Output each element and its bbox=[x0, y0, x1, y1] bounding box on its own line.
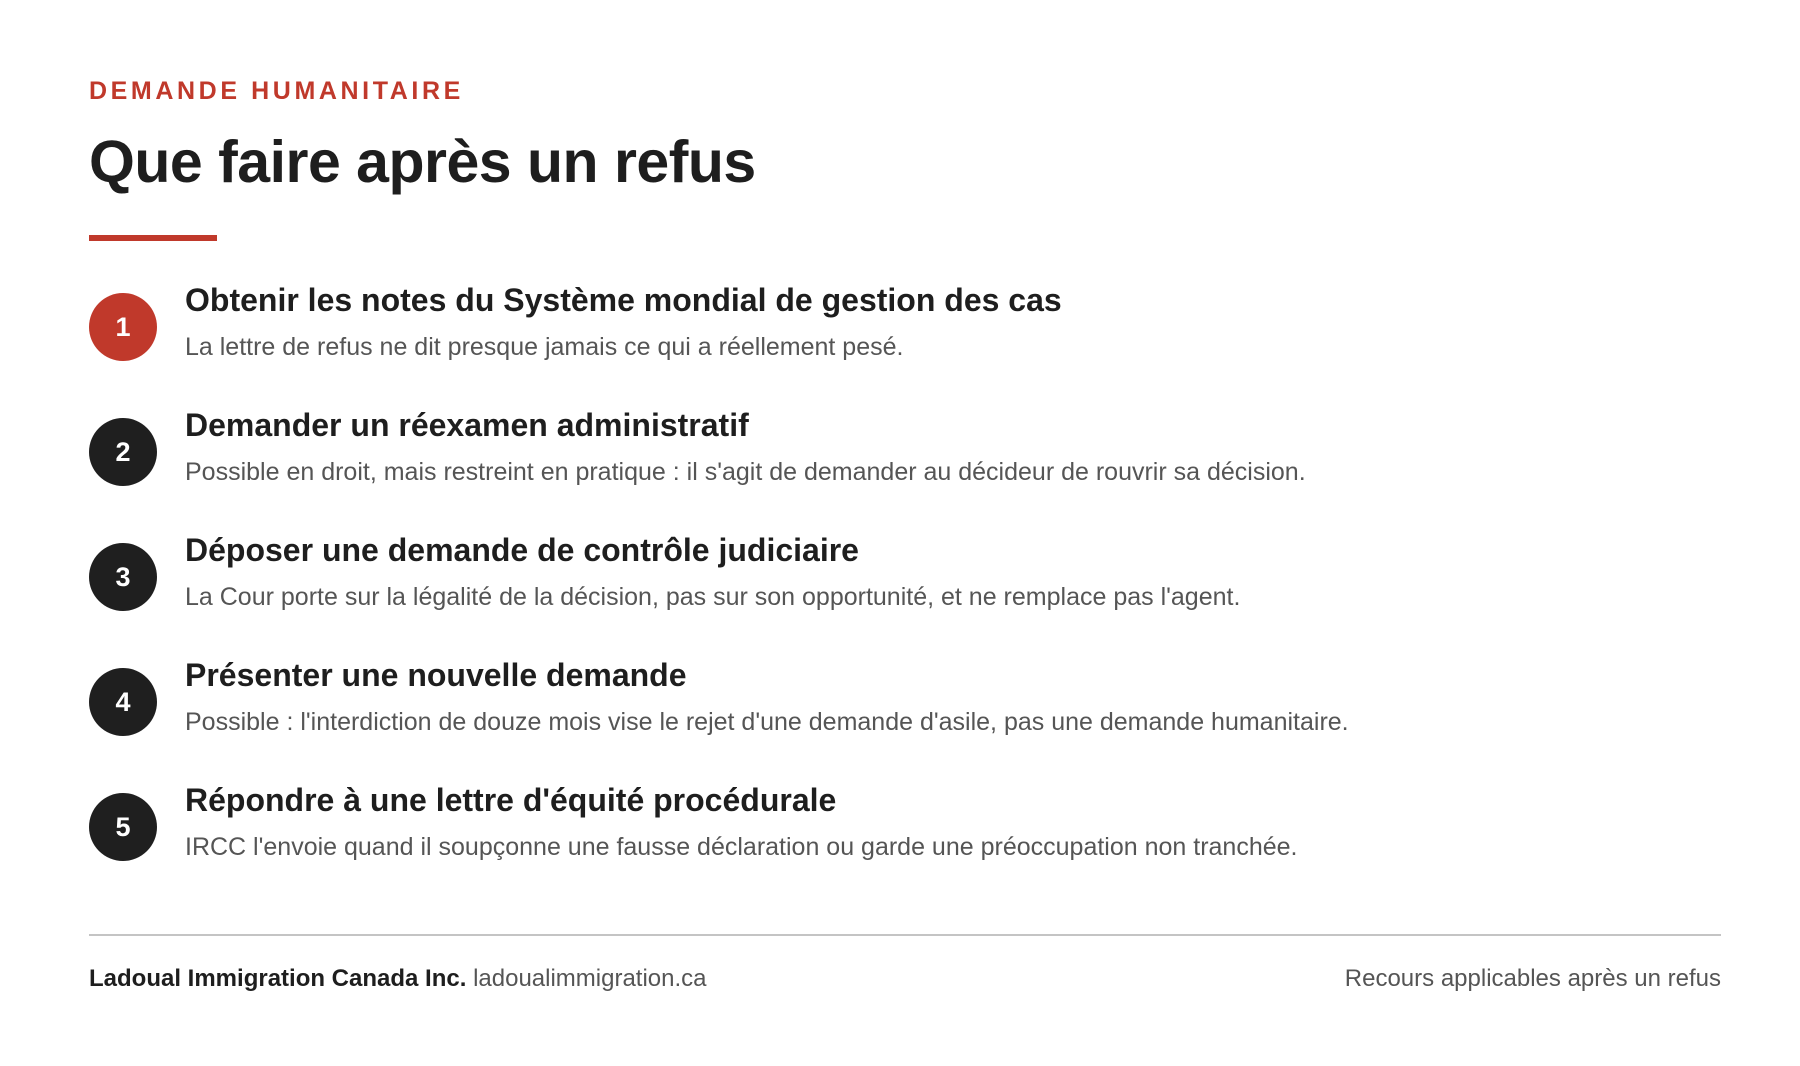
step-item-2 bbox=[89, 407, 1719, 540]
footer-divider bbox=[89, 934, 1721, 936]
step-title: Demander un réexamen administratif bbox=[185, 407, 749, 443]
company-name: Ladoual Immigration Canada Inc. bbox=[89, 965, 467, 992]
step-item-5 bbox=[89, 782, 1719, 915]
step-title: Présenter une nouvelle demande bbox=[185, 657, 687, 693]
step-description: La Cour porte sur la légalité de la décision, pas sur son opportunité, et ne remplace pas l'agent. bbox=[185, 583, 1241, 611]
step-title: Répondre à une lettre d'équité procédurale bbox=[185, 782, 837, 818]
step-description: Possible en droit, mais restreint en pratique : il s'agit de demander au décideur de rouvrir sa décision. bbox=[185, 458, 1306, 486]
steps-list bbox=[89, 282, 1719, 915]
step-item-3 bbox=[89, 532, 1719, 665]
step-number-badge: 5 bbox=[89, 793, 157, 861]
title-accent-rule bbox=[89, 235, 217, 241]
step-number-badge: 1 bbox=[89, 293, 157, 361]
step-title: Déposer une demande de contrôle judiciaire bbox=[185, 532, 859, 568]
footer-note: Recours applicables après un refus bbox=[1344, 965, 1721, 992]
step-item-1 bbox=[89, 282, 1719, 415]
step-item-4 bbox=[89, 657, 1719, 790]
website-link[interactable]: ladoualimmigration.ca bbox=[473, 965, 707, 992]
page-title: Que faire après un refus bbox=[89, 129, 756, 195]
step-description: Possible : l'interdiction de douze mois vise le rejet d'une demande d'asile, pas une demande humanitaire. bbox=[185, 708, 1349, 736]
step-description: IRCC l'envoie quand il soupçonne une fausse déclaration ou garde une préoccupation non tranchée. bbox=[185, 833, 1298, 861]
step-number-badge: 4 bbox=[89, 668, 157, 736]
step-number-badge: 2 bbox=[89, 418, 157, 486]
footer-attribution bbox=[89, 965, 707, 993]
step-description: La lettre de refus ne dit presque jamais ce qui a réellement pesé. bbox=[185, 333, 904, 361]
eyebrow-label: DEMANDE HUMANITAIRE bbox=[89, 77, 464, 105]
step-title: Obtenir les notes du Système mondial de gestion des cas bbox=[185, 282, 1062, 318]
step-number-badge: 3 bbox=[89, 543, 157, 611]
